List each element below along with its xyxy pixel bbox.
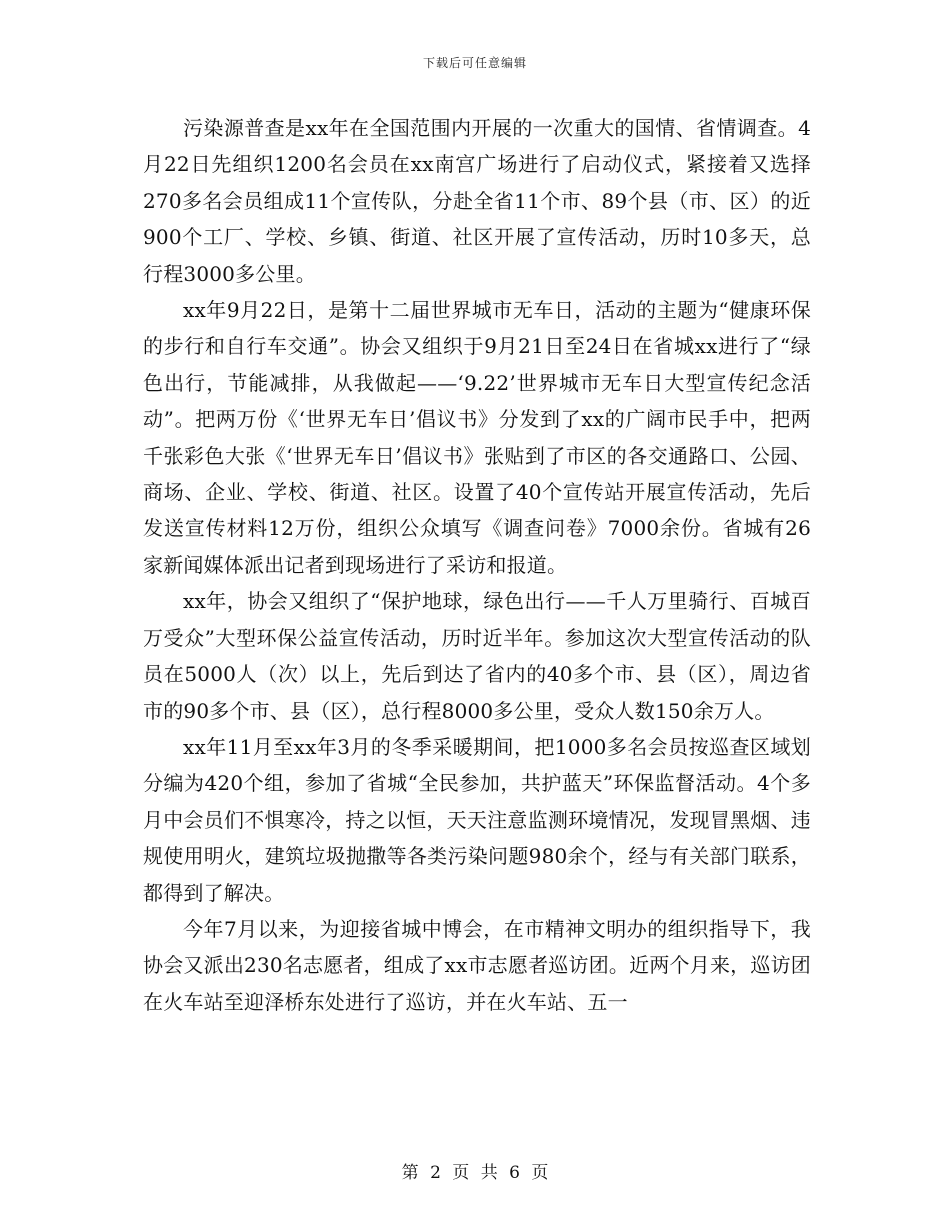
page-header: 下载后可任意编辑: [422, 56, 527, 70]
document-body: [143, 110, 811, 1020]
paragraph-3: xx年，协会又组织了“保护地球，绿色出行——千人万里骑行、百城百万受众”大型环保公益宣传活动，历时近半年。参加这次大型宣传活动的队员在5000人（次）以上，先后到达了省内的40多个市、县（区），周边省市的90多个市、县（区），总行程8000多公里，受众人数150余万人。: [143, 589, 811, 723]
paragraph-2: xx年9月22日，是第十二届世界城市无车日，活动的主题为“健康环保的步行和自行车交通”。协会又组织于9月21日至24日在省城xx进行了“绿色出行，节能减排，从我做起——‘9.22’世界城市无车日大型宣传纪念活动”。把两万份《‘世界无车日’倡议书》分发到了xx的广阔市民手中，把两千张彩色大张《‘世界无车日’倡议书》张贴到了市区的各交通路口、公园、商场、企业、学校、街道、社区。设置了40个宣传站开展宣传活动，先后发送宣传材料12万份，组织公众填写《调查问卷》7000余份。省城有26家新闻媒体派出记者到现场进行了采访和报道。: [143, 298, 811, 577]
paragraph-4: xx年11月至xx年3月的冬季采暖期间，把1000多名会员按巡查区域划分编为420个组，参加了省城“全民参加，共护蓝天”环保监督活动。4个多月中会员们不惧寒冷，持之以恒，天天注意监测环境情况，发现冒黑烟、违规使用明火，建筑垃圾抛撒等各类污染问题980余个，经与有关部门联系，都得到了解决。: [143, 734, 811, 905]
page-number-footer: 第 2 页 共 6 页: [401, 1163, 549, 1183]
paragraph-5: 今年7月以来，为迎接省城中博会，在市精神文明办的组织指导下，我协会又派出230名志愿者，组成了xx市志愿者巡访团。近两个月来，巡访团在火车站至迎泽桥东处进行了巡访，并在火车站、五一: [143, 916, 811, 1014]
paragraph-1: 污染源普查是xx年在全国范围内开展的一次重大的国情、省情调查。4月22日先组织1200名会员在xx南宫广场进行了启动仪式，紧接着又选择270多名会员组成11个宣传队，分赴全省11个市、89个县（市、区）的近900个工厂、学校、乡镇、街道、社区开展了宣传活动，历时10多天，总行程3000多公里。: [143, 116, 811, 286]
